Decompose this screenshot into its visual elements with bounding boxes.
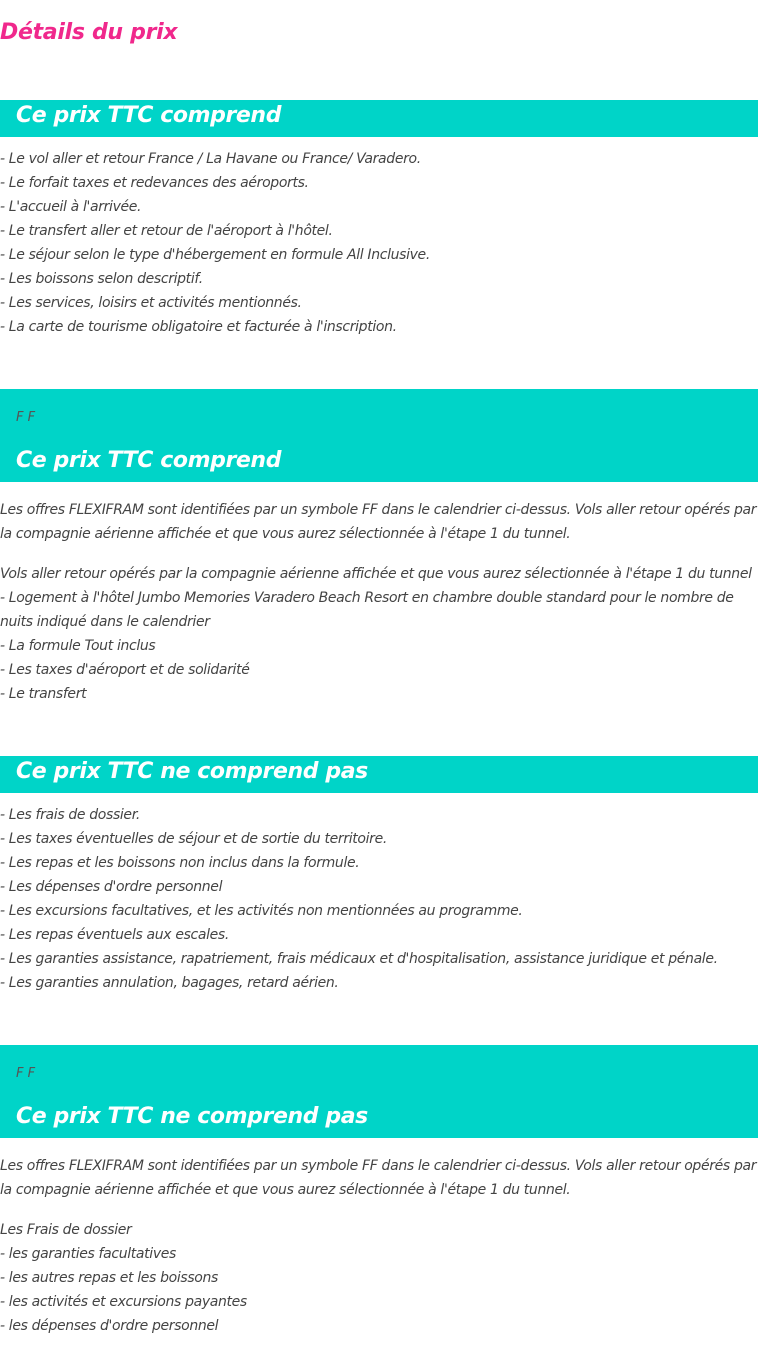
- section-header-excludes: [0, 756, 758, 793]
- includes-list: [0, 147, 758, 339]
- flexifram-intro: Les offres FLEXIFRAM sont identifiées par un symbole FF dans le calendrier ci-dessus. Vols aller retour opérés par la compagnie aérienne affichée et que vous aurez sélectionnée à l'étape 1 du tunnel.: [0, 502, 757, 542]
- list-item: - les autres repas et les boissons: [0, 1270, 218, 1286]
- excludes-list: [0, 803, 758, 995]
- list-item: - Logement à l'hôtel Jumbo Memories Varadero Beach Resort en chambre double standard pour le nombre de nuits indiqué dans le calendrier: [0, 590, 734, 630]
- flexifram-includes-list: [0, 498, 758, 706]
- list-item: - les garanties facultatives: [0, 1246, 176, 1262]
- list-item: - les dépenses d'ordre personnel: [0, 1318, 219, 1334]
- page-title: Détails du prix: [0, 20, 178, 45]
- list-item: - Les services, loisirs et activités mentionnés.: [0, 295, 302, 311]
- section-header-includes: [0, 100, 758, 137]
- section-heading: Ce prix TTC comprend: [16, 448, 282, 473]
- flexifram-intro: Les offres FLEXIFRAM sont identifiées par un symbole FF dans le calendrier ci-dessus. Vols aller retour opérés par la compagnie aérienne affichée et que vous aurez sélectionnée à l'étape 1 du tunnel.: [0, 1158, 757, 1198]
- flexifram-excludes-list: [0, 1154, 758, 1338]
- list-item: Les Frais de dossier: [0, 1222, 132, 1238]
- section-heading: Ce prix TTC ne comprend pas: [16, 759, 368, 784]
- section-heading: Ce prix TTC ne comprend pas: [16, 1104, 368, 1129]
- list-item: - Les dépenses d'ordre personnel: [0, 879, 223, 895]
- list-item: - Les garanties assistance, rapatriement, frais médicaux et d'hospitalisation, assistance juridique et pénale.: [0, 951, 718, 967]
- section-heading: Ce prix TTC comprend: [16, 103, 282, 128]
- list-item: - Les excursions facultatives, et les activités non mentionnées au programme.: [0, 903, 523, 919]
- list-item: - Les boissons selon descriptif.: [0, 271, 203, 287]
- list-item: - Les repas et les boissons non inclus dans la formule.: [0, 855, 360, 871]
- list-item: - Le transfert aller et retour de l'aéroport à l'hôtel.: [0, 223, 333, 239]
- list-item: - Le transfert: [0, 686, 87, 702]
- list-item: - Le vol aller et retour France / La Havane ou France/ Varadero.: [0, 151, 421, 167]
- list-item: - Les frais de dossier.: [0, 807, 140, 823]
- section-header-flexifram-excludes: [0, 1045, 758, 1138]
- list-item: - Les garanties annulation, bagages, retard aérien.: [0, 975, 339, 991]
- list-item: - La formule Tout inclus: [0, 638, 156, 654]
- list-item: - Les repas éventuels aux escales.: [0, 927, 229, 943]
- ff-badge: F F: [16, 410, 36, 425]
- list-item: - Les taxes éventuelles de séjour et de sortie du territoire.: [0, 831, 387, 847]
- list-item: - L'accueil à l'arrivée.: [0, 199, 142, 215]
- list-item: - Le forfait taxes et redevances des aéroports.: [0, 175, 309, 191]
- list-item: - La carte de tourisme obligatoire et facturée à l'inscription.: [0, 319, 397, 335]
- list-item: - Les taxes d'aéroport et de solidarité: [0, 662, 250, 678]
- section-header-flexifram-includes: [0, 389, 758, 482]
- ff-badge: F F: [16, 1066, 36, 1081]
- list-item: Vols aller retour opérés par la compagnie aérienne affichée et que vous aurez sélectionnée à l'étape 1 du tunnel: [0, 566, 752, 582]
- list-item: - les activités et excursions payantes: [0, 1294, 247, 1310]
- list-item: - Le séjour selon le type d'hébergement en formule All Inclusive.: [0, 247, 430, 263]
